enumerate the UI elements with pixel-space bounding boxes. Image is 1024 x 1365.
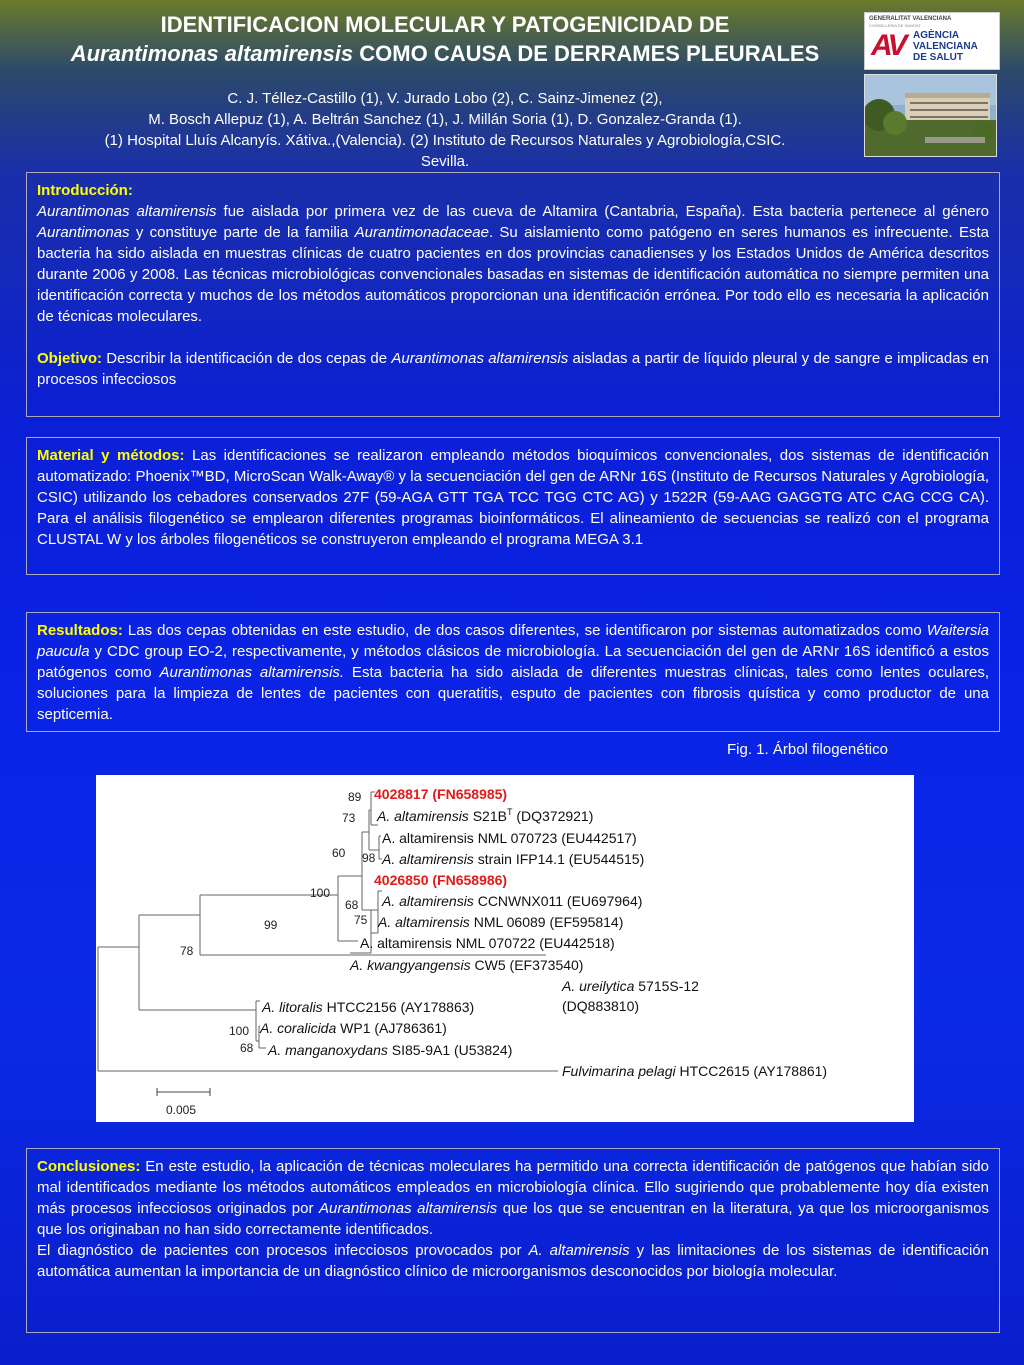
- methods-text: Material y métodos: Las identificaciones se realizaron empleando métodos bioquímicos convencionales, dos sistemas de identificación automatizado: Phoenix™BD, MicroScan Walk-Away® y la secuenciación del gen de ARNr 16S (Instituto de Recursos Naturales y Agrobiología, CSIC) utilizando los cebadores conservados 27F (59-AGA GTT TGA TCC TGG CTC AG) y 1522R (59-AAG GAGGTG ATC CAG CCG CA). Para el análisis filogenético se emplearon diferentes programas bioinformáticos. El alineamiento de secuencias se realizó con el programa CLUSTAL W y los árboles filogenéticos se construyeron empleando el programa MEGA 3.1: [37, 447, 989, 548]
- leaf-s21b: A. altamirensis $S21B^T$ (DQ372921): [377, 807, 594, 824]
- leaf-coralicida: A. coralicida WP1 (AJ786361): [260, 1020, 447, 1036]
- results-text: Resultados: Las dos cepas obtenidas en este estudio, de dos casos diferentes, se identificaron por sistemas automatizados como Waitersia paucula y CDC group EO-2, respectivamente, y métodos clásicos de microbiología. La secuenciación del gen de ARNr 16S identificó a estos patógenos como Aurantimonas altamirensis. Esta bacteria ha sido aislada de diferentes muestras clínicas, tales como lentes oculares, soluciones para la limpieza de lentes de pacientes con queratitis, esputo de pacientes con fibrosis quística y como productor de una septicemia.: [37, 622, 990, 723]
- conclusions-text: Conclusiones: En este estudio, la aplicación de técnicas moleculares ha permitido una correcta identificación de patógenos que habían sido mal identificados mediante los métodos automáticos empleados en microbiología clínica. Ello sugiriendo que probablemente hoy día existen más procesos infecciosos originados por Aurantimonas altamirensis que los que se encuentran en la literatura, ya que los microorganismos que los originaban no han sido correctamente identificados.: [37, 1158, 989, 1238]
- bootstrap-99: 99: [264, 918, 278, 932]
- scale-bar: [157, 1088, 210, 1096]
- phylogenetic-tree-figure: [96, 775, 914, 1122]
- authors-line-2: M. Bosch Allepuz (1), A. Beltrán Sanchez (1), J. Millán Soria (1), D. Gonzalez-Granda (1).: [148, 111, 742, 128]
- leaf-litoralis: A. litoralis HTCC2156 (AY178863): [262, 999, 475, 1015]
- bootstrap-60: 60: [332, 846, 346, 860]
- bootstrap-98: 98: [362, 851, 376, 865]
- intro-text: Aurantimonas altamirensis fue aislada por primera vez de las cueva de Altamira (Cantabria, España). Esta bacteria pertenece al género Aurantimonas y constituye parte de la familia Aurantimonadaceae. Su aislamiento como patógeno en seres humanos es infrecuente. Esta bacteria ha sido aislada en muestras clínicas de cuatro pacientes en dos provincias canadienses y los Estados Unidos de América descritos durante 2006 y 2008. Las técnicas microbiológicas convencionales basadas en sistemas de identificación automática no siempre permiten una identificación correcta y muchos de los métodos automáticos proporcionan una identificación errónea. Por todo ello es necesaria la aplicación de técnicas moleculares.: [37, 203, 989, 325]
- leaf-ifp14: A. altamirensis strain IFP14.1 (EU544515): [382, 851, 645, 867]
- leaf-4026850: 4026850 (FN658986): [374, 872, 508, 888]
- leaf-nml070723: A. altamirensis NML 070723 (EU442517): [382, 830, 637, 846]
- title-line-1: IDENTIFICACION MOLECULAR Y PATOGENICIDAD DE: [160, 12, 730, 37]
- bootstrap-100: 100: [310, 886, 331, 900]
- affiliations-line-2: Sevilla.: [420, 153, 470, 170]
- leaf-ccnwnx011: A. altamirensis CCNWNX011 (EU697964): [382, 893, 643, 909]
- logo-line-3: DE SALUT: [913, 52, 963, 63]
- logo-line-2: VALENCIANA: [913, 41, 978, 52]
- objective-heading: Objetivo:: [37, 350, 103, 367]
- bootstrap-75: 75: [354, 913, 368, 927]
- agencia-valenciana-logo: [864, 12, 1000, 70]
- introduction-section: [26, 172, 1000, 417]
- title-species: Aurantimonas altamirensis: [70, 41, 354, 66]
- bootstrap-68: 68: [345, 898, 359, 912]
- leaf-ureilytica-acc: (DQ883810): [562, 998, 640, 1014]
- leaf-manganoxydans: A. manganoxydans SI85-9A1 (U53824): [268, 1042, 513, 1058]
- leaf-ureilytica: A. ureilytica 5715S-12: [562, 978, 699, 994]
- bootstrap-100b: 100: [229, 1024, 250, 1038]
- intro-heading: Introducción:: [37, 182, 133, 199]
- conclusions-section: [26, 1148, 1000, 1333]
- logo-sub-text: CONSELLERIA DE SANITAT: [869, 23, 921, 28]
- bootstrap-68b: 68: [240, 1041, 254, 1055]
- title-rest: COMO CAUSA DE DERRAMES PLEURALES: [353, 41, 820, 66]
- conclusions-heading: Conclusiones:: [37, 1158, 141, 1175]
- results-heading: Resultados:: [37, 622, 123, 639]
- logo-line-1: AGÈNCIA: [913, 30, 960, 41]
- title-line-2: [30, 39, 860, 68]
- leaf-fulvimarina: Fulvimarina pelagi HTCC2615 (AY178861): [562, 1063, 828, 1079]
- bootstrap-78: 78: [180, 944, 194, 958]
- av-mark-icon: AV: [871, 29, 905, 62]
- methods-heading: Material y métodos:: [37, 447, 185, 464]
- logo-top-text: GENERALITAT VALENCIANA: [869, 16, 952, 22]
- leaf-nml070722: A. altamirensis NML 070722 (EU442518): [360, 935, 615, 951]
- affiliations-line-1: (1) Hospital Lluís Alcanyís. Xátiva.,(Valencia). (2) Instituto de Recursos Naturales y Agrobiología,CSIC.: [104, 132, 786, 149]
- leaf-4028817: 4028817 (FN658985): [374, 786, 508, 802]
- bootstrap-89: 89: [348, 790, 362, 804]
- authors-block: [20, 88, 870, 172]
- authors-line-1: C. J. Téllez-Castillo (1), V. Jurado Lobo (2), C. Sainz-Jimenez (2),: [227, 90, 663, 107]
- hospital-photo: [864, 74, 997, 157]
- leaf-nml06089: A. altamirensis NML 06089 (EF595814): [378, 914, 624, 930]
- bootstrap-73: 73: [342, 811, 356, 825]
- leaf-kwangyangensis: A. kwangyangensis CW5 (EF373540): [350, 957, 584, 973]
- scale-bar-label: 0.005: [166, 1103, 197, 1117]
- conclusions-text-2: El diagnóstico de pacientes con procesos infecciosos provocados por A. altamirensis y las limitaciones de los sistemas de identificación automática aumentan la importancia de un diagnóstico clínico de microorganismos desconocidos por biología molecular.: [37, 1242, 989, 1280]
- figure-caption: Fig. 1. Árbol filogenético: [727, 741, 888, 758]
- results-section: [26, 612, 1000, 732]
- poster-title: [30, 10, 860, 68]
- objective-text: Objetivo: Describir la identificación de dos cepas de Aurantimonas altamirensis aisladas a partir de líquido pleural y de sangre e implicadas en procesos infecciosos: [37, 350, 989, 388]
- methods-section: [26, 437, 1000, 575]
